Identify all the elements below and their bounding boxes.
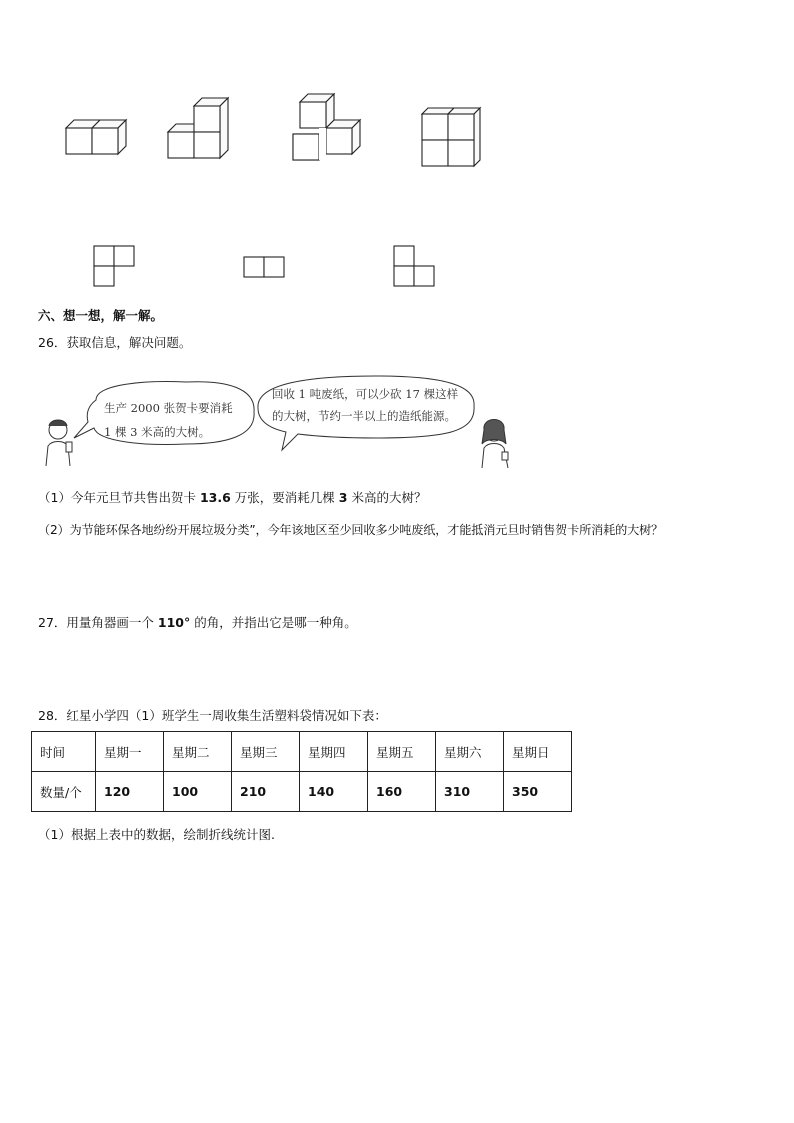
q28-title: 28．红星小学四（1）班学生一周收集生活塑料袋情况如下表： bbox=[38, 708, 387, 723]
table-header-row bbox=[32, 732, 572, 772]
girl-figure bbox=[482, 420, 508, 469]
table-cell: 140 bbox=[300, 772, 368, 812]
q26-part-2: （2）为节能环保各地纷纷开展垃圾分类”，今年该地区至少回收多少吨废纸，才能抵消元旦时销售贺卡所消耗的大树？ bbox=[38, 523, 664, 537]
section-six-title: 六、想一想，解一解。 bbox=[38, 308, 164, 323]
q26-part-1-middle: 万张，要消耗几棵 bbox=[234, 490, 335, 505]
table-cell: 160 bbox=[368, 772, 436, 812]
q27-suffix: 的角，并指出它是哪一种角。 bbox=[194, 615, 357, 630]
table-header-cell: 星期五 bbox=[368, 732, 436, 772]
table-header-cell: 星期二 bbox=[164, 732, 232, 772]
view-figure-1 bbox=[92, 244, 138, 288]
table-cell: 100 bbox=[164, 772, 232, 812]
table-header-cell: 星期六 bbox=[436, 732, 504, 772]
table-cell: 310 bbox=[436, 772, 504, 812]
left-bubble-line-2: 1 棵 3 米高的大树。 bbox=[104, 425, 211, 439]
cube-figure-4 bbox=[418, 104, 486, 170]
q26-part-1-number2: 3 bbox=[338, 490, 348, 505]
q27-prefix: 27．用量角器画一个 bbox=[38, 615, 154, 630]
view-figure-3 bbox=[392, 244, 438, 288]
right-bubble-line-1: 回收 1 吨废纸，可以少砍 17 棵这样 bbox=[272, 387, 459, 401]
q27-question bbox=[38, 613, 357, 631]
boy-figure bbox=[46, 420, 72, 466]
q26-part-1 bbox=[38, 488, 426, 506]
q26-part-1-prefix: （1）今年元旦节共售出贺卡 bbox=[38, 490, 196, 505]
table-header-cell: 星期三 bbox=[232, 732, 300, 772]
q26-part-1-suffix: 米高的大树？ bbox=[351, 490, 427, 505]
cube-figure-3 bbox=[288, 92, 364, 164]
table-cell: 350 bbox=[504, 772, 572, 812]
plastic-bag-table bbox=[31, 731, 572, 812]
q28-part-1: （1）根据上表中的数据，绘制折线统计图. bbox=[38, 827, 275, 842]
table-cell: 数量/个 bbox=[32, 772, 96, 812]
table-header-cell: 星期日 bbox=[504, 732, 572, 772]
cube-figure-2 bbox=[160, 96, 232, 162]
q27-angle: 110° bbox=[157, 615, 191, 630]
view-figure-2 bbox=[242, 255, 288, 279]
table-row bbox=[32, 772, 572, 812]
q26-title: 26．获取信息，解决问题。 bbox=[38, 335, 192, 350]
right-bubble-line-2: 的大树，节约一半以上的造纸能源。 bbox=[272, 409, 456, 423]
cube-figure-1 bbox=[60, 112, 130, 160]
table-header-cell: 星期四 bbox=[300, 732, 368, 772]
left-bubble-line-1: 生产 2000 张贺卡要消耗 bbox=[104, 401, 233, 415]
q26-part-1-number: 13.6 bbox=[199, 490, 231, 505]
table-cell: 210 bbox=[232, 772, 300, 812]
table-header-cell: 星期一 bbox=[96, 732, 164, 772]
table-header-cell: 时间 bbox=[32, 732, 96, 772]
table-cell: 120 bbox=[96, 772, 164, 812]
